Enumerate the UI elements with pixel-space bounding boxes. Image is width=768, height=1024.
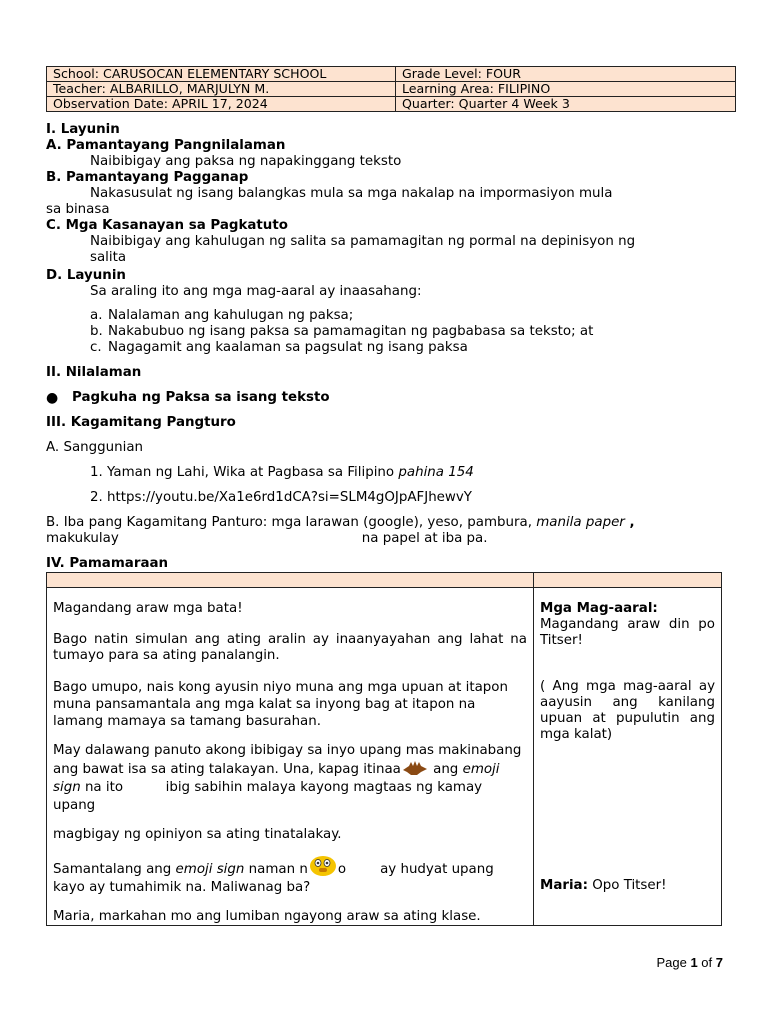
area-cell: Learning Area: FILIPINO xyxy=(396,82,736,97)
student-reply-1: Mga Mag-aaral: xyxy=(540,601,658,616)
section-3-title: III. Kagamitang Pangturo xyxy=(46,415,236,430)
teacher-line-7: Maria, markahan mo ang lumiban ngayong araw sa ating klase. xyxy=(53,909,481,924)
bullet-icon: ● xyxy=(46,390,59,406)
student-reply-3: Maria: Opo Titser! xyxy=(540,878,667,893)
objective-item: a. Nalalaman ang kahulugan ng paksa; xyxy=(90,308,354,323)
grade-cell: Grade Level: FOUR xyxy=(396,67,736,82)
teacher-cell: Teacher: ALBARILLO, MARJULYN M. xyxy=(47,82,396,97)
objective-item: b. Nakabubuo ng isang paksa sa pamamagitan ng pagbabasa sa teksto; at xyxy=(90,324,594,339)
reference-1: 1. Yaman ng Lahi, Wika at Pagbasa sa Filipino pahina 154 xyxy=(90,465,474,480)
date-cell: Observation Date: APRIL 17, 2024 xyxy=(47,97,396,112)
section-1-title: I. Layunin xyxy=(46,122,120,137)
info-table xyxy=(46,66,736,112)
teacher-column xyxy=(47,588,534,926)
section-1a-title: A. Pamantayang Pangnilalaman xyxy=(46,138,286,153)
teacher-line-4: May dalawang panuto akong ibibigay sa inyo upang mas makinabang ang bawat isa sa ating talakayan. Una, kapag itinaa ang emoji sign na ito ibig sabihin malaya kayong magtaas ng kamay upang xyxy=(53,743,522,813)
teacher-line-5: magbigay ng opiniyon sa ating tinatalakay. xyxy=(53,827,342,842)
section-3b-text-1: B. Iba pang Kagamitang Panturo: mga larawan (google), yeso, pambura, manila paper , xyxy=(46,515,635,530)
lesson-plan-page xyxy=(46,66,736,926)
section-1d-title: D. Layunin xyxy=(46,268,126,283)
teacher-line-3: Bago umupo, nais kong ayusin niyo muna ang mga upuan at itapon muna pansamantala ang mga kalat sa inyong bag at itapon na lamang mamaya sa tamang basurahan. xyxy=(53,680,508,729)
section-1b-title: B. Pamantayang Pagganap xyxy=(46,170,249,185)
raised-hand-icon xyxy=(401,760,429,776)
teacher-line-2: Bago natin simulan ang ating aralin ay inaanyayahan ang lahat na tumayo para sa ating panalangin. xyxy=(53,632,527,663)
section-1b-text-1: Nakasusulat ng isang balangkas mula sa mga nakalap na impormasiyon mula xyxy=(90,186,613,201)
content-bullet: ● Pagkuha ng Paksa sa isang teksto xyxy=(46,390,330,406)
page-number: Page 1 of 7 xyxy=(656,955,723,970)
section-1a-text: Naibibigay ang paksa ng napakinggang teksto xyxy=(90,154,402,169)
section-1c-text-2: salita xyxy=(90,250,127,265)
procedure-table xyxy=(46,572,722,926)
section-1c-text-1: Naibibigay ang kahulugan ng salita sa pamamagitan ng pormal na depinisyon ng xyxy=(90,234,636,249)
quarter-cell: Quarter: Quarter 4 Week 3 xyxy=(396,97,736,112)
quiet-face-icon xyxy=(308,855,338,877)
teacher-line-6: Samantalang ang emoji sign naman n o ay hudyat upang kayo ay tumahimik na. Maliwanag ba? xyxy=(53,855,527,897)
section-2-title: II. Nilalaman xyxy=(46,365,142,380)
objective-item: c. Nagagamit ang kaalaman sa pagsulat ng isang paksa xyxy=(90,340,468,355)
reference-2: 2. https://youtu.be/Xa1e6rd1dCA?si=SLM4gOJpAFJhewvY xyxy=(90,490,472,505)
teacher-line-1: Magandang araw mga bata! xyxy=(53,601,243,616)
section-3a-title: A. Sanggunian xyxy=(46,440,144,455)
section-1d-text: Sa araling ito ang mga mag-aaral ay inaasahang: xyxy=(90,284,422,299)
school-cell: School: CARUSOCAN ELEMENTARY SCHOOL xyxy=(47,67,396,82)
section-1b-text-2: sa binasa xyxy=(46,202,110,217)
student-reply-2: ( Ang mga mag-aaral ay aayusin ang kanilang upuan at pupulutin ang mga kalat) xyxy=(540,679,715,742)
section-3b-text-2: makukulay na papel at iba pa. xyxy=(46,531,488,546)
students-column: Mga Mag-aaral: Magandang araw din po Titser! ( Ang mga mag-aaral ay aayusin ang kanilang upuan at pupulutin ang mga kalat) Maria: Opo Titser! xyxy=(534,588,722,926)
section-4-title: IV. Pamamaraan xyxy=(46,556,169,571)
section-1c-title: C. Mga Kasanayan sa Pagkatuto xyxy=(46,218,288,233)
